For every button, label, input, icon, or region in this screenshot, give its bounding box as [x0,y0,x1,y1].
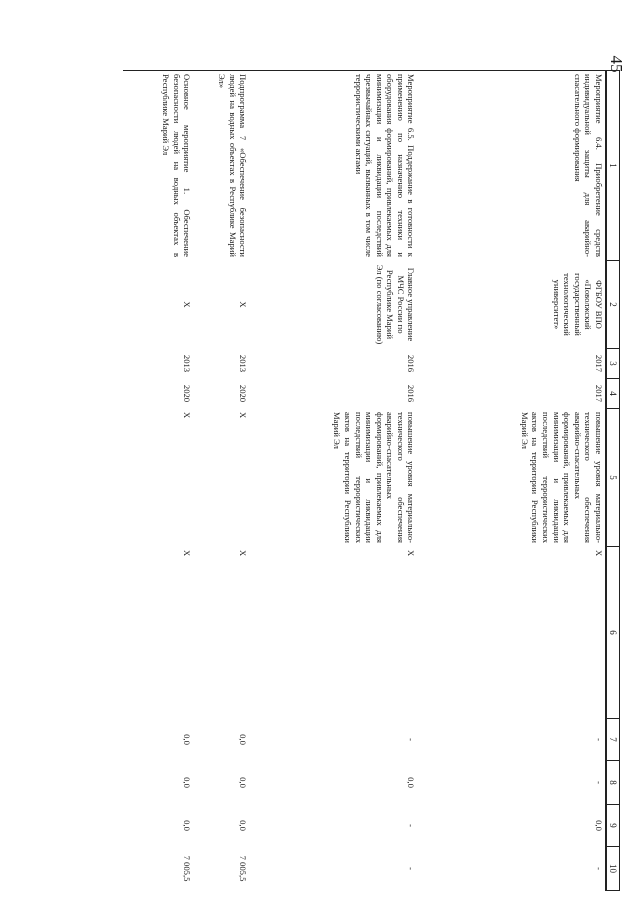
value-col-10: 7 005,5 [194,847,250,891]
value-col-9: 0,0 [194,805,250,847]
column-header: 3 [606,349,620,379]
value-col-8: 0,0 [124,761,194,805]
measure-name: Мероприятие 6.5. Поддержание в готовности к применению по назначению техники и оборудования формирований, привлекаемых для минимизации и ликвидации последствий чрезвычайных ситуаций, вызванных в том числе террористическими актами [250,71,418,261]
indicator: Х [124,547,194,719]
end-year: 2017 [418,379,606,409]
page-number: 45 [607,55,626,73]
value-col-7: 0,0 [194,719,250,761]
program-measures-table [124,70,621,891]
executor: Х [124,261,194,349]
column-header: 8 [606,761,620,805]
value-col-8: 0,0 [250,761,418,805]
header-row [606,71,620,891]
measure-name: Подпрограмма 7 «Обеспечение безопасности людей на водных объектах в Республике Марий Эл» [194,71,250,261]
value-col-8: 0,0 [194,761,250,805]
executor: ФГБОУ ВПО «Поволжский государственный технологический университет» [418,261,606,349]
column-header: 2 [606,261,620,349]
table-row [250,71,418,891]
column-header: 4 [606,379,620,409]
value-col-10: 7 005,5 [124,847,194,891]
rotated-table-container [124,70,620,890]
value-col-10: - [250,847,418,891]
value-col-9: 0,0 [124,805,194,847]
expected-result: повышение уровня материально-технического обеспечения аварийно-спасательных формирований, привлекаемых для минимизации и ликвидации последствий террористических актов на территории Республики Марий Эл [418,409,606,547]
value-col-7: 0,0 [124,719,194,761]
column-header: 7 [606,719,620,761]
start-year: 2016 [250,349,418,379]
start-year: 2017 [418,349,606,379]
table-row [124,71,194,891]
measure-name: Мероприятие 6.4. Приобретение средств индивидуальной защиты для аварийно-спасательного формирования [418,71,606,261]
column-header: 6 [606,547,620,719]
value-col-7: - [418,719,606,761]
indicator: Х [250,547,418,719]
table-row [418,71,606,891]
executor: Главное управление МЧС России по Республике Марий Эл (по согласованию) [250,261,418,349]
value-col-8: - [418,761,606,805]
value-col-10: - [418,847,606,891]
column-header: 5 [606,409,620,547]
value-col-7: - [250,719,418,761]
indicator: Х [418,547,606,719]
column-header: 10 [606,847,620,891]
end-year: 2020 [124,379,194,409]
expected-result: Х [124,409,194,547]
value-col-9: 0,0 [418,805,606,847]
table-row [194,71,250,891]
executor: Х [194,261,250,349]
start-year: 2013 [194,349,250,379]
expected-result: повышение уровня материально-технического обеспечения аварийно-спасательных формирований, привлекаемых для минимизации и ликвидации последствий террористических актов на территории Республики Марий Эл [250,409,418,547]
expected-result: Х [194,409,250,547]
column-header: 9 [606,805,620,847]
measure-name: Основное мероприятие 1. Обеспечение безопасности людей на водных объектах в Республике Марий Эл [124,71,194,261]
end-year: 2016 [250,379,418,409]
value-col-9: - [250,805,418,847]
end-year: 2020 [194,379,250,409]
column-header: 1 [606,71,620,261]
start-year: 2013 [124,349,194,379]
indicator: Х [194,547,250,719]
